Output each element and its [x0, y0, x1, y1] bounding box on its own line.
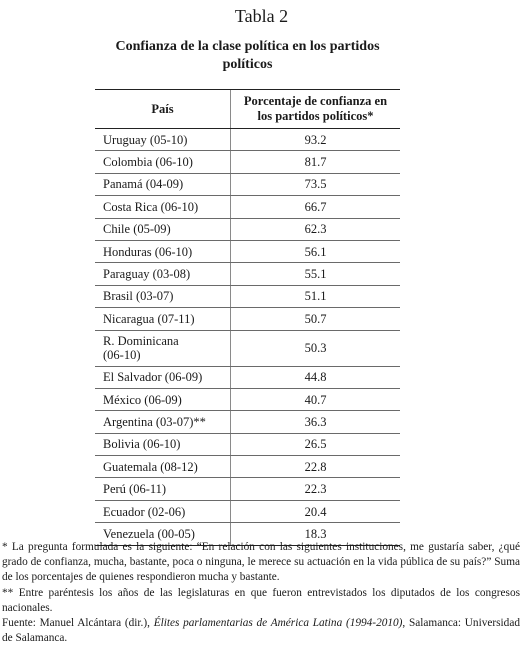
footnote-years: ** Entre paréntesis los años de las legislaturas en que fueron entrevistados los diputados de los congresos nacionales.	[2, 586, 520, 614]
value-cell: 36.3	[231, 411, 401, 433]
country-cell: El Salvador (06-09)	[95, 366, 231, 388]
table-row	[95, 151, 400, 173]
country-cell: Paraguay (03-08)	[95, 263, 231, 285]
table-caption: Tabla 2	[234, 6, 289, 26]
source-line	[2, 616, 520, 646]
country-cell: Uruguay (05-10)	[95, 129, 231, 151]
source-title: Élites parlamentarias de América Latina (1994-2010)	[153, 617, 403, 630]
country-cell: Panamá (04-09)	[95, 173, 231, 195]
table-row	[95, 218, 400, 240]
value-cell: 40.7	[231, 388, 401, 410]
table-row	[95, 456, 400, 478]
table-header-row	[95, 90, 400, 129]
footnote-question: * La pregunta formulada es la siguiente: “En relación con las siguientes instituciones, me gustaría saber, ¿qué grado de confianza, mucha, bastante, poca o ninguna, le merece su actuación en la vida pública de su país?” Suma de los porcentajes de quienes respondieron mucha y bastante.	[2, 541, 520, 584]
value-cell: 20.4	[231, 500, 401, 522]
value-cell: 55.1	[231, 263, 401, 285]
value-cell: 93.2	[231, 129, 401, 151]
table-title: Confianza de la clase política en los partidos políticos	[115, 39, 380, 72]
country-cell: Bolivia (06-10)	[95, 433, 231, 455]
table-row	[95, 478, 400, 500]
table-row	[95, 411, 400, 433]
table-row	[95, 388, 400, 410]
source-suffix: , Salamanca: Universidad de Salamanca.	[2, 617, 520, 645]
country-cell: Argentina (03-07)**	[95, 411, 231, 433]
table-row	[95, 308, 400, 330]
country-cell: Guatemala (08-12)	[95, 456, 231, 478]
table-row	[95, 129, 400, 151]
country-cell: México (06-09)	[95, 388, 231, 410]
country-cell: Honduras (06-10)	[95, 240, 231, 262]
table-row	[95, 196, 400, 218]
value-cell: 66.7	[231, 196, 401, 218]
table-row	[95, 173, 400, 195]
table-row	[95, 330, 400, 366]
value-cell: 51.1	[231, 285, 401, 307]
value-cell: 50.7	[231, 308, 401, 330]
value-cell: 18.3	[231, 523, 401, 545]
value-cell: 73.5	[231, 173, 401, 195]
table-row	[95, 366, 400, 388]
country-cell: R. Dominicana (06-10)	[95, 330, 231, 366]
source-prefix: Fuente: Manuel Alcántara (dir.),	[2, 617, 154, 630]
country-cell: Nicaragua (07-11)	[95, 308, 231, 330]
value-cell: 26.5	[231, 433, 401, 455]
table-row	[95, 285, 400, 307]
country-cell: Chile (05-09)	[95, 218, 231, 240]
country-cell: Costa Rica (06-10)	[95, 196, 231, 218]
value-cell: 81.7	[231, 151, 401, 173]
value-cell: 22.3	[231, 478, 401, 500]
value-cell: 62.3	[231, 218, 401, 240]
country-cell: Brasil (03-07)	[95, 285, 231, 307]
table-row	[95, 433, 400, 455]
country-cell: Venezuela (00-05)	[95, 523, 231, 545]
country-cell: Ecuador (02-06)	[95, 500, 231, 522]
country-cell: Perú (06-11)	[95, 478, 231, 500]
table-row	[95, 500, 400, 522]
header-country: País	[95, 90, 231, 129]
table-notes	[2, 540, 520, 646]
header-percentage: Porcentaje de confianza en los partidos políticos*	[231, 90, 401, 129]
value-cell: 56.1	[231, 240, 401, 262]
country-cell: Colombia (06-10)	[95, 151, 231, 173]
value-cell: 50.3	[231, 330, 401, 366]
table-row	[95, 263, 400, 285]
table-row	[95, 240, 400, 262]
value-cell: 44.8	[231, 366, 401, 388]
confidence-table	[95, 89, 400, 546]
value-cell: 22.8	[231, 456, 401, 478]
